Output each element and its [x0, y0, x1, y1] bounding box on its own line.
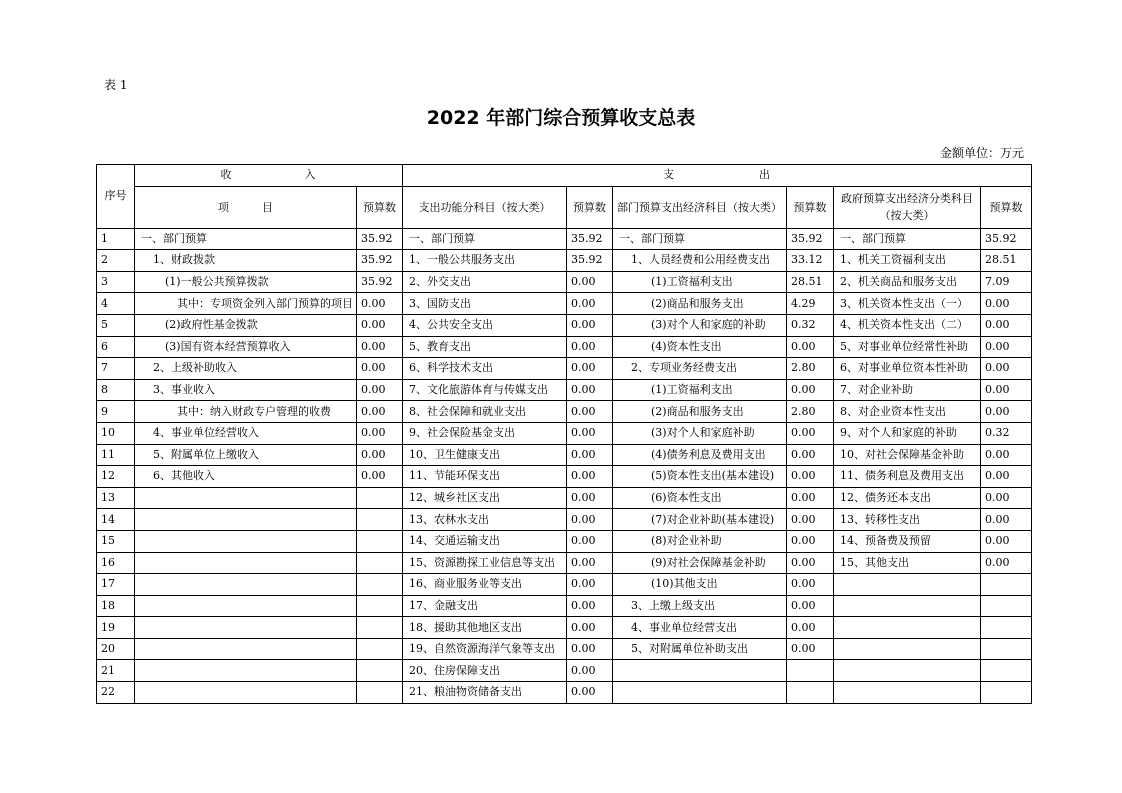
income-amount: 0.00	[357, 466, 403, 488]
header-budget: 预算数	[357, 186, 403, 228]
gov-econ-item: 一、部门预算	[834, 228, 981, 250]
row-number: 3	[97, 271, 135, 293]
gov-econ-amount: 0.00	[981, 293, 1032, 315]
table-row	[97, 358, 1032, 380]
gov-econ-item	[834, 660, 981, 682]
gov-econ-item	[834, 682, 981, 704]
gov-econ-item	[834, 638, 981, 660]
gov-econ-amount: 0.00	[981, 530, 1032, 552]
func-amount: 35.92	[567, 250, 613, 272]
func-amount: 0.00	[567, 271, 613, 293]
func-amount: 0.00	[567, 466, 613, 488]
dept-econ-amount: 0.00	[787, 379, 834, 401]
income-item: 其中：纳入财政专户管理的收费	[135, 401, 357, 423]
income-amount: 35.92	[357, 228, 403, 250]
dept-econ-amount: 0.00	[787, 487, 834, 509]
func-item: 1、一般公共服务支出	[403, 250, 567, 272]
func-amount: 0.00	[567, 358, 613, 380]
income-item: 3、事业收入	[135, 379, 357, 401]
income-item	[135, 638, 357, 660]
gov-econ-amount: 0.00	[981, 444, 1032, 466]
table-row	[97, 552, 1032, 574]
dept-econ-amount: 0.00	[787, 595, 834, 617]
func-item: 9、社会保险基金支出	[403, 422, 567, 444]
table-row	[97, 422, 1032, 444]
income-amount: 0.00	[357, 358, 403, 380]
income-amount: 0.00	[357, 314, 403, 336]
income-item	[135, 595, 357, 617]
header-item: 项 目	[135, 186, 357, 228]
income-item	[135, 530, 357, 552]
table-row	[97, 466, 1032, 488]
table-row	[97, 509, 1032, 531]
income-item	[135, 509, 357, 531]
gov-econ-amount	[981, 638, 1032, 660]
gov-econ-item	[834, 574, 981, 596]
dept-econ-amount	[787, 660, 834, 682]
dept-econ-item: (6)资本性支出	[613, 487, 787, 509]
income-amount: 0.00	[357, 336, 403, 358]
dept-econ-amount: 33.12	[787, 250, 834, 272]
income-item: 6、其他收入	[135, 466, 357, 488]
row-number: 14	[97, 509, 135, 531]
dept-econ-amount: 0.32	[787, 314, 834, 336]
table-row	[97, 660, 1032, 682]
func-item: 13、农林水支出	[403, 509, 567, 531]
income-amount	[357, 487, 403, 509]
header-income: 收 入	[135, 165, 403, 187]
func-item: 2、外交支出	[403, 271, 567, 293]
func-amount: 0.00	[567, 336, 613, 358]
dept-econ-item: 2、专项业务经费支出	[613, 358, 787, 380]
func-item: 3、国防支出	[403, 293, 567, 315]
gov-econ-amount	[981, 595, 1032, 617]
row-number: 21	[97, 660, 135, 682]
func-amount: 0.00	[567, 444, 613, 466]
gov-econ-amount: 0.00	[981, 336, 1032, 358]
income-amount: 0.00	[357, 379, 403, 401]
gov-econ-amount	[981, 682, 1032, 704]
dept-econ-amount: 0.00	[787, 422, 834, 444]
table-row	[97, 638, 1032, 660]
row-number: 5	[97, 314, 135, 336]
income-item: 其中：专项资金列入部门预算的项目	[135, 293, 357, 315]
func-amount: 0.00	[567, 595, 613, 617]
dept-econ-item	[613, 660, 787, 682]
budget-summary-table	[96, 164, 1032, 704]
row-number: 22	[97, 682, 135, 704]
header-budget: 预算数	[787, 186, 834, 228]
gov-econ-item: 14、预备费及预留	[834, 530, 981, 552]
income-amount	[357, 682, 403, 704]
dept-econ-item: (8)对企业补助	[613, 530, 787, 552]
income-item: 5、附属单位上缴收入	[135, 444, 357, 466]
dept-econ-item: (5)资本性支出(基本建设)	[613, 466, 787, 488]
income-amount: 35.92	[357, 250, 403, 272]
gov-econ-item	[834, 595, 981, 617]
gov-econ-amount: 0.00	[981, 379, 1032, 401]
dept-econ-amount	[787, 682, 834, 704]
dept-econ-item: (4)资本性支出	[613, 336, 787, 358]
func-amount: 35.92	[567, 228, 613, 250]
dept-econ-item: (3)对个人和家庭补助	[613, 422, 787, 444]
income-amount: 0.00	[357, 422, 403, 444]
gov-econ-amount: 0.00	[981, 401, 1032, 423]
income-item: (2)政府性基金拨款	[135, 314, 357, 336]
table-row	[97, 682, 1032, 704]
gov-econ-amount: 7.09	[981, 271, 1032, 293]
dept-econ-amount: 0.00	[787, 444, 834, 466]
income-item	[135, 617, 357, 639]
func-item: 16、商业服务业等支出	[403, 574, 567, 596]
gov-econ-amount	[981, 617, 1032, 639]
table-row	[97, 271, 1032, 293]
income-item: (1)一般公共预算拨款	[135, 271, 357, 293]
gov-econ-item: 2、机关商品和服务支出	[834, 271, 981, 293]
dept-econ-item: 4、事业单位经营支出	[613, 617, 787, 639]
income-amount: 0.00	[357, 401, 403, 423]
row-number: 1	[97, 228, 135, 250]
func-amount: 0.00	[567, 530, 613, 552]
header-seq: 序号	[97, 165, 135, 229]
func-amount: 0.00	[567, 487, 613, 509]
dept-econ-amount: 2.80	[787, 358, 834, 380]
income-item: 1、财政拨款	[135, 250, 357, 272]
gov-econ-item: 8、对企业资本性支出	[834, 401, 981, 423]
gov-econ-amount	[981, 574, 1032, 596]
table-row	[97, 530, 1032, 552]
income-amount	[357, 660, 403, 682]
income-amount: 0.00	[357, 293, 403, 315]
income-amount	[357, 595, 403, 617]
gov-econ-item: 4、机关资本性支出（二）	[834, 314, 981, 336]
income-amount	[357, 574, 403, 596]
dept-econ-item: (7)对企业补助(基本建设)	[613, 509, 787, 531]
dept-econ-amount: 2.80	[787, 401, 834, 423]
gov-econ-item: 6、对事业单位资本性补助	[834, 358, 981, 380]
row-number: 16	[97, 552, 135, 574]
row-number: 18	[97, 595, 135, 617]
dept-econ-item: (2)商品和服务支出	[613, 401, 787, 423]
table-row	[97, 617, 1032, 639]
dept-econ-item: 一、部门预算	[613, 228, 787, 250]
func-item: 5、教育支出	[403, 336, 567, 358]
func-amount: 0.00	[567, 574, 613, 596]
dept-econ-amount: 0.00	[787, 530, 834, 552]
func-amount: 0.00	[567, 638, 613, 660]
header-budget: 预算数	[567, 186, 613, 228]
income-item	[135, 574, 357, 596]
table-row	[97, 401, 1032, 423]
dept-econ-amount: 0.00	[787, 336, 834, 358]
dept-econ-item	[613, 682, 787, 704]
gov-econ-item: 12、债务还本支出	[834, 487, 981, 509]
gov-econ-amount: 0.00	[981, 466, 1032, 488]
gov-econ-item: 3、机关资本性支出（一）	[834, 293, 981, 315]
func-amount: 0.00	[567, 617, 613, 639]
dept-econ-item: (2)商品和服务支出	[613, 293, 787, 315]
dept-econ-amount: 4.29	[787, 293, 834, 315]
func-item: 10、卫生健康支出	[403, 444, 567, 466]
row-number: 9	[97, 401, 135, 423]
income-amount: 35.92	[357, 271, 403, 293]
row-number: 2	[97, 250, 135, 272]
header-budget: 预算数	[981, 186, 1032, 228]
gov-econ-item: 5、对事业单位经常性补助	[834, 336, 981, 358]
gov-econ-amount: 0.00	[981, 552, 1032, 574]
func-amount: 0.00	[567, 314, 613, 336]
table-row	[97, 444, 1032, 466]
gov-econ-item: 9、对个人和家庭的补助	[834, 422, 981, 444]
func-item: 12、城乡社区支出	[403, 487, 567, 509]
gov-econ-item: 1、机关工资福利支出	[834, 250, 981, 272]
row-number: 6	[97, 336, 135, 358]
income-amount: 0.00	[357, 444, 403, 466]
func-item: 17、金融支出	[403, 595, 567, 617]
func-amount: 0.00	[567, 552, 613, 574]
gov-econ-item: 10、对社会保障基金补助	[834, 444, 981, 466]
func-amount: 0.00	[567, 293, 613, 315]
table-row	[97, 379, 1032, 401]
dept-econ-item: 1、人员经费和公用经费支出	[613, 250, 787, 272]
gov-econ-item: 13、转移性支出	[834, 509, 981, 531]
income-amount	[357, 617, 403, 639]
income-item: 2、上级补助收入	[135, 358, 357, 380]
row-number: 7	[97, 358, 135, 380]
func-amount: 0.00	[567, 509, 613, 531]
row-number: 17	[97, 574, 135, 596]
dept-econ-item: (1)工资福利支出	[613, 379, 787, 401]
table-row	[97, 336, 1032, 358]
page-title: 2022 年部门综合预算收支总表	[426, 107, 696, 129]
header-func-category: 支出功能分科目（按大类）	[403, 186, 567, 228]
gov-econ-amount: 0.00	[981, 487, 1032, 509]
row-number: 4	[97, 293, 135, 315]
dept-econ-item: (3)对个人和家庭的补助	[613, 314, 787, 336]
dept-econ-amount: 0.00	[787, 638, 834, 660]
func-amount: 0.00	[567, 682, 613, 704]
row-number: 11	[97, 444, 135, 466]
table-row	[97, 228, 1032, 250]
func-item: 4、公共安全支出	[403, 314, 567, 336]
income-item	[135, 682, 357, 704]
dept-econ-item: (1)工资福利支出	[613, 271, 787, 293]
income-amount	[357, 638, 403, 660]
table-row	[97, 574, 1032, 596]
dept-econ-item: 3、上缴上级支出	[613, 595, 787, 617]
gov-econ-item	[834, 617, 981, 639]
gov-econ-amount	[981, 660, 1032, 682]
dept-econ-item: (10)其他支出	[613, 574, 787, 596]
gov-econ-amount: 0.00	[981, 358, 1032, 380]
gov-econ-item: 15、其他支出	[834, 552, 981, 574]
income-item: 一、部门预算	[135, 228, 357, 250]
dept-econ-amount: 35.92	[787, 228, 834, 250]
income-item: (3)国有资本经营预算收入	[135, 336, 357, 358]
dept-econ-item: (4)债务利息及费用支出	[613, 444, 787, 466]
dept-econ-item: (9)对社会保障基金补助	[613, 552, 787, 574]
func-amount: 0.00	[567, 401, 613, 423]
row-number: 20	[97, 638, 135, 660]
row-number: 8	[97, 379, 135, 401]
table-row	[97, 595, 1032, 617]
gov-econ-amount: 35.92	[981, 228, 1032, 250]
func-item: 11、节能环保支出	[403, 466, 567, 488]
func-amount: 0.00	[567, 379, 613, 401]
gov-econ-amount: 0.32	[981, 422, 1032, 444]
row-number: 12	[97, 466, 135, 488]
func-item: 8、社会保障和就业支出	[403, 401, 567, 423]
func-item: 14、交通运输支出	[403, 530, 567, 552]
currency-unit-label: 金额单位：万元	[939, 146, 1024, 160]
table-row	[97, 487, 1032, 509]
dept-econ-amount: 0.00	[787, 574, 834, 596]
income-item: 4、事业单位经营收入	[135, 422, 357, 444]
gov-econ-amount: 28.51	[981, 250, 1032, 272]
func-item: 6、科学技术支出	[403, 358, 567, 380]
dept-econ-amount: 0.00	[787, 466, 834, 488]
gov-econ-amount: 0.00	[981, 314, 1032, 336]
dept-econ-amount: 0.00	[787, 617, 834, 639]
func-item: 21、粮油物资储备支出	[403, 682, 567, 704]
gov-econ-amount: 0.00	[981, 509, 1032, 531]
income-item	[135, 487, 357, 509]
header-dept-econ-category: 部门预算支出经济科目（按大类）	[613, 186, 787, 228]
header-gov-econ-category: 政府预算支出经济分类科目（按大类）	[834, 186, 981, 228]
func-amount: 0.00	[567, 660, 613, 682]
income-item	[135, 552, 357, 574]
row-number: 10	[97, 422, 135, 444]
dept-econ-item: 5、对附属单位补助支出	[613, 638, 787, 660]
row-number: 13	[97, 487, 135, 509]
func-item: 15、资源勘探工业信息等支出	[403, 552, 567, 574]
table-row	[97, 314, 1032, 336]
table-number-label: 表 1	[104, 78, 128, 92]
row-number: 19	[97, 617, 135, 639]
income-amount	[357, 509, 403, 531]
dept-econ-amount: 0.00	[787, 509, 834, 531]
gov-econ-item: 7、对企业补助	[834, 379, 981, 401]
income-item	[135, 660, 357, 682]
table-row	[97, 293, 1032, 315]
row-number: 15	[97, 530, 135, 552]
header-expense: 支 出	[403, 165, 1032, 187]
func-item: 20、住房保障支出	[403, 660, 567, 682]
income-amount	[357, 530, 403, 552]
dept-econ-amount: 0.00	[787, 552, 834, 574]
table-row	[97, 250, 1032, 272]
func-amount: 0.00	[567, 422, 613, 444]
dept-econ-amount: 28.51	[787, 271, 834, 293]
func-item: 19、自然资源海洋气象等支出	[403, 638, 567, 660]
func-item: 7、文化旅游体育与传媒支出	[403, 379, 567, 401]
func-item: 18、援助其他地区支出	[403, 617, 567, 639]
income-amount	[357, 552, 403, 574]
func-item: 一、部门预算	[403, 228, 567, 250]
gov-econ-item: 11、债务利息及费用支出	[834, 466, 981, 488]
